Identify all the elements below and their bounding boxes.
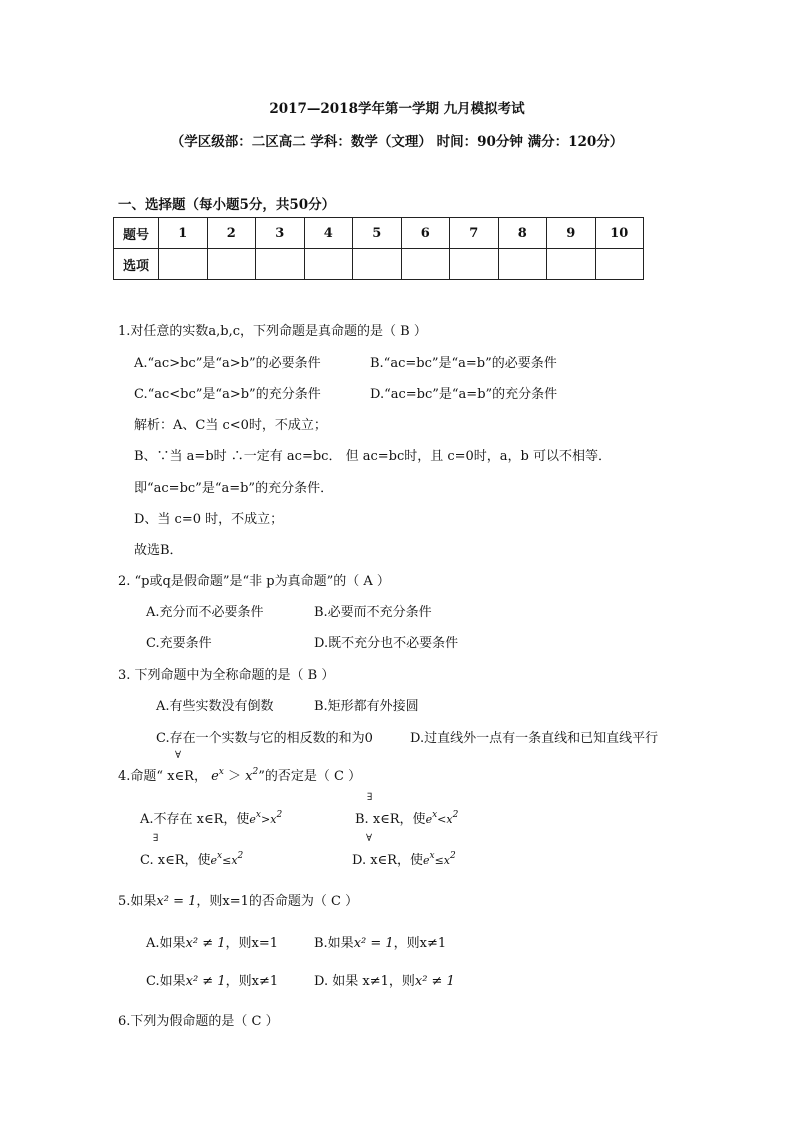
math-e: e (211, 769, 219, 784)
table-cell: 5 (353, 218, 402, 249)
answer-cell[interactable] (256, 249, 305, 280)
question-4-stem-var: x∈R， (163, 769, 207, 784)
math-exponent: 2 (450, 851, 456, 861)
answer-cell[interactable] (304, 249, 353, 280)
table-cell: 7 (450, 218, 499, 249)
math-exponent: 2 (252, 767, 259, 777)
math-e: e (249, 813, 256, 826)
question-5-option-c (146, 970, 278, 989)
table-row (114, 249, 644, 280)
math-condition: x² ≠ 1 (185, 974, 226, 989)
table-row-label: 选项 (114, 249, 159, 280)
question-1-option-c: C.“ac<bc”是“a>b”的充分条件 (134, 387, 321, 402)
math-exponent: x (255, 810, 261, 820)
math-x: x (245, 769, 253, 784)
answer-cell[interactable] (498, 249, 547, 280)
table-cell: 6 (401, 218, 450, 249)
option-math (210, 851, 244, 867)
table-row-label: 题号 (114, 218, 159, 249)
exists-symbol: ∃ (153, 833, 159, 844)
math-relation: ≤ (222, 854, 232, 867)
question-5-option-d (314, 970, 455, 989)
question-5-option-b (314, 932, 446, 951)
math-relation: ＞ (228, 769, 242, 784)
stem-prefix: 5.如果 (118, 894, 157, 909)
question-4-stem-prefix: 4.命题“ (118, 769, 164, 784)
question-1-analysis-1: 解析：A、C当 c<0时，不成立； (134, 418, 327, 433)
math-x: x (270, 813, 277, 826)
math-exponent: x (432, 810, 438, 820)
math-relation: < (437, 813, 447, 826)
question-3-option-a: A.有些实数没有倒数 (156, 699, 274, 714)
math-condition: x² ≠ 1 (185, 936, 226, 951)
question-2-option-a: A.充分而不必要条件 (146, 605, 264, 620)
answer-cell[interactable] (547, 249, 596, 280)
question-4-option-c (140, 849, 243, 868)
option-prefix: C.如果 (146, 974, 186, 989)
math-condition: x² = 1 (353, 936, 394, 951)
exists-symbol: ∃ (367, 792, 373, 803)
question-3-stem: 3. 下列命题中为全称命题的是（ B ） (118, 668, 335, 683)
math-exponent: x (218, 767, 224, 777)
stem-suffix: ，则x=1的否命题为（ C ） (196, 894, 359, 909)
option-suffix: ，则x=1 (225, 936, 279, 951)
math-x: x (446, 813, 453, 826)
page-title: 2017—2018学年第一学期 九月模拟考试 (269, 101, 525, 117)
answer-cell[interactable] (401, 249, 450, 280)
option-prefix: B.如果 (314, 936, 354, 951)
question-4-stem (118, 765, 361, 784)
option-text: C. x∈R，使 (140, 853, 211, 868)
forall-symbol: ∀ (175, 750, 182, 761)
question-3-option-c: C.存在一个实数与它的相反数的和为0 (156, 731, 373, 746)
math-exponent: x (429, 851, 435, 861)
answer-cell[interactable] (353, 249, 402, 280)
table-row (114, 218, 644, 249)
table-cell: 2 (207, 218, 256, 249)
option-text: D. x∈R，使 (352, 853, 423, 868)
section-heading: 一、选择题（每小题5分，共50分） (118, 197, 336, 213)
math-e: e (210, 854, 218, 867)
answer-cell[interactable] (159, 249, 208, 280)
forall-symbol: ∀ (366, 833, 373, 844)
question-4-option-a (140, 808, 282, 827)
question-1-analysis-2: B、∵当 a=b时 ∴一定有 ac=bc． 但 ac=bc时，且 c=0时，a，b 可以不相等． (134, 449, 612, 464)
math-relation: ≤ (434, 854, 444, 867)
option-math (425, 810, 459, 826)
option-prefix: D. 如果 x≠1，则 (314, 974, 415, 989)
math-e: e (425, 813, 433, 826)
question-5-option-a (146, 932, 278, 951)
math-condition: x² = 1 (156, 894, 197, 909)
math-exponent: x (217, 851, 223, 861)
question-3-option-b: B.矩形都有外接圆 (314, 699, 419, 714)
question-1-analysis-4: D、当 c=0 时，不成立； (134, 512, 284, 527)
option-math (249, 810, 283, 826)
table-cell: 10 (595, 218, 644, 249)
question-6-stem: 6.下列为假命题的是（ C ） (118, 1014, 279, 1029)
question-2-option-d: D.既不充分也不必要条件 (314, 636, 459, 651)
table-cell: 9 (547, 218, 596, 249)
question-2-option-c: C.充要条件 (146, 636, 212, 651)
question-1-option-b: B.“ac=bc”是“a=b”的必要条件 (370, 356, 557, 371)
question-5-stem (118, 890, 358, 909)
question-4-exp (211, 769, 224, 784)
answer-table (113, 217, 644, 280)
question-2-stem: 2. “p或q是假命题”是“非 p为真命题”的（ A ） (118, 574, 390, 589)
question-1-stem: 1.对任意的实数a,b,c，下列命题是真命题的是（ B ） (118, 324, 427, 339)
math-condition: x² ≠ 1 (414, 974, 455, 989)
answer-cell[interactable] (450, 249, 499, 280)
math-exponent: 2 (276, 810, 283, 820)
math-e: e (422, 854, 430, 867)
table-cell: 3 (256, 218, 305, 249)
page-subtitle: （学区级部：二区高二 学科：数学（文理） 时间：90分钟 满分：120分） (170, 134, 624, 150)
answer-cell[interactable] (595, 249, 644, 280)
option-text: B. x∈R，使 (355, 812, 426, 827)
option-suffix: ，则x≠1 (225, 974, 279, 989)
question-1-analysis-5: 故选B． (134, 543, 183, 558)
answer-cell[interactable] (207, 249, 256, 280)
question-4-stem-suffix: ”的否定是（ C ） (258, 769, 362, 784)
option-suffix: ，则x≠1 (393, 936, 447, 951)
question-4-square (245, 769, 258, 784)
math-relation: > (261, 813, 271, 826)
math-x: x (231, 854, 238, 867)
question-1-analysis-3: 即“ac=bc”是“a=b”的充分条件． (134, 481, 334, 496)
question-3-option-d: D.过直线外一点有一条直线和已知直线平行 (410, 731, 659, 746)
table-cell: 8 (498, 218, 547, 249)
table-cell: 4 (304, 218, 353, 249)
question-4-option-b (355, 808, 458, 827)
option-math (422, 851, 456, 867)
math-exponent: 2 (452, 810, 459, 820)
math-x: x (443, 854, 450, 867)
question-2-option-b: B.必要而不充分条件 (314, 605, 432, 620)
question-4-option-d (352, 849, 456, 868)
option-prefix: A.如果 (146, 936, 186, 951)
option-text: A.不存在 x∈R，使 (140, 812, 250, 827)
table-cell: 1 (159, 218, 208, 249)
question-1-option-d: D.“ac=bc”是“a=b”的充分条件 (370, 387, 558, 402)
math-exponent: 2 (237, 851, 244, 861)
question-1-option-a: A.“ac>bc”是“a>b”的必要条件 (134, 356, 321, 371)
